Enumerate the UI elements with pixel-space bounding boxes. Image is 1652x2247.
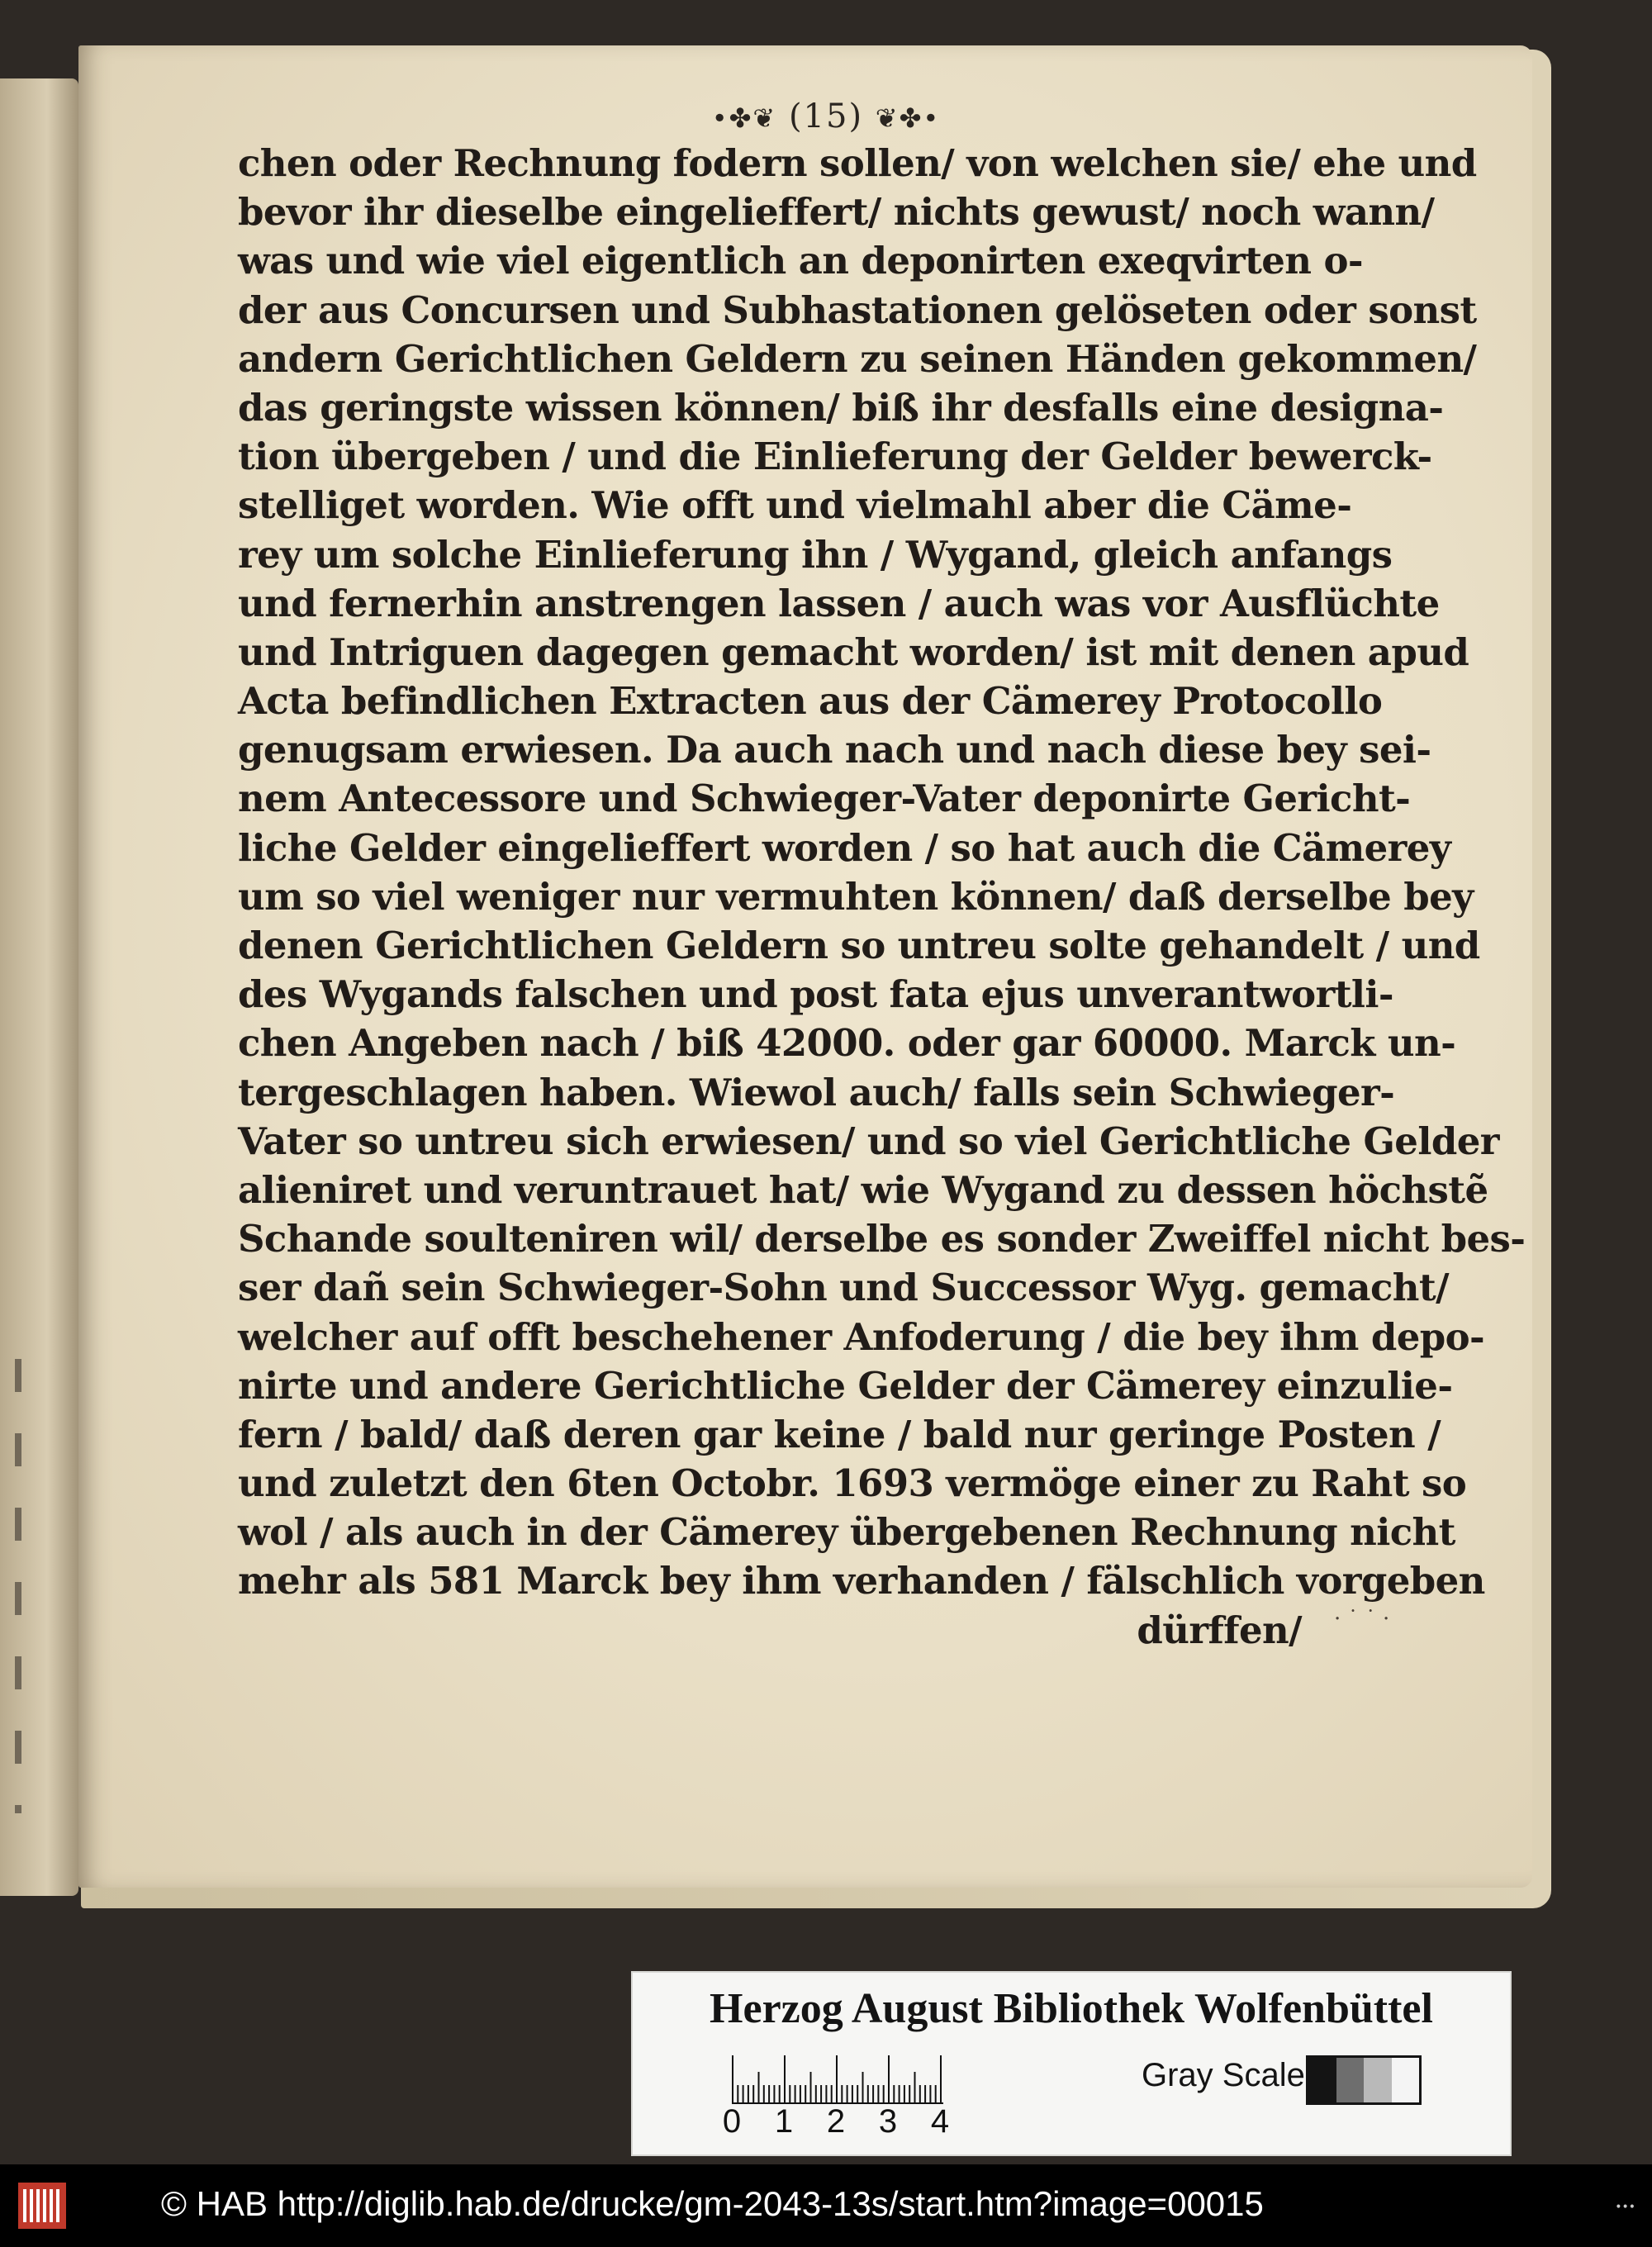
- ornament-left: •✤❦: [711, 102, 777, 134]
- library-name: Herzog August Bibliothek Wolfenbüttel: [710, 1985, 1433, 2032]
- text-line: des Wygands falschen und post fata ejus unverantwortli-: [238, 972, 1393, 1017]
- text-line: tion übergeben / und die Einlieferung der Gelder bewerck-: [238, 435, 1432, 479]
- text-line: fern / bald/ daß deren gar keine / bald nur geringe Posten /: [238, 1412, 1441, 1456]
- gray-swatch: [1336, 2058, 1365, 2102]
- text-line: wol / als auch in der Cämerey übergebenen Rechnung nicht: [238, 1510, 1455, 1555]
- copyright-url[interactable]: © HAB http://diglib.hab.de/drucke/gm-2043-13s/start.htm?image=00015: [161, 2184, 1264, 2223]
- ruler-number: 2: [826, 2103, 846, 2140]
- ruler-number: 3: [878, 2103, 898, 2140]
- text-line: um so viel weniger nur vermuhten können/ daß derselbe bey: [238, 874, 1474, 919]
- text-line: Acta befindlichen Extracten aus der Cämerey Protocollo: [238, 679, 1383, 724]
- text-line: rey um solche Einlieferung ihn / Wygand, gleich anfangs: [238, 532, 1393, 577]
- gray-swatch: [1308, 2058, 1336, 2102]
- text-line: andern Gerichtlichen Geldern zu seinen Händen gekommen/: [238, 336, 1477, 381]
- gray-swatch: [1364, 2058, 1392, 2102]
- ruler-number: 4: [930, 2103, 950, 2140]
- text-line: der aus Concursen und Subhastationen gelöseten oder sonst: [238, 287, 1477, 332]
- text-line: was und wie viel eigentlich an deponirten exeqvirten o-: [238, 239, 1363, 283]
- text-line: Vater so untreu sich erwiesen/ und so viel Gerichtliche Gelder: [238, 1119, 1499, 1163]
- text-line: und zuletzt den 6ten Octobr. 1693 vermöge einer zu Raht so: [238, 1461, 1467, 1506]
- gray-scale-bar: [1306, 2055, 1422, 2105]
- left-facing-page: [0, 78, 78, 1896]
- ruler-number: 0: [722, 2103, 742, 2140]
- page-specks: · ˙ ˙ ·: [1334, 1607, 1390, 1632]
- text-line: chen oder Rechnung fodern sollen/ von welchen sie/ ehe und: [238, 141, 1477, 185]
- text-line: nirte und andere Gerichtliche Gelder der Cämerey einzulie-: [238, 1363, 1453, 1408]
- left-page-edge: [15, 1359, 21, 1813]
- body-text: [238, 139, 1526, 1655]
- color-calibration-card: [633, 1973, 1510, 2154]
- hab-logo-icon: [18, 2183, 66, 2229]
- text-line: das geringste wissen können/ biß ihr desfalls eine designa-: [238, 385, 1444, 430]
- text-line: Schande soulteniren wil/ derselbe es sonder Zweiffel nicht bes-: [238, 1217, 1526, 1261]
- page-number: (15): [788, 97, 864, 135]
- text-line: tergeschlagen haben. Wiewol auch/ falls sein Schwieger-: [238, 1070, 1395, 1114]
- page-header: [0, 97, 1652, 135]
- text-line: genugsam erwiesen. Da auch nach und nach diese bey sei-: [238, 728, 1431, 772]
- text-line: stelliget worden. Wie offt und vielmahl aber die Cäme-: [238, 483, 1352, 528]
- text-line: dürffen/: [1137, 1608, 1302, 1652]
- text-line: und fernerhin anstrengen lassen / auch was vor Ausflüchte: [238, 581, 1440, 625]
- text-line: bevor ihr dieselbe eingelieffert/ nichts gewust/ noch wann/: [238, 190, 1435, 235]
- text-line: chen Angeben nach / biß 42000. oder gar 60000. Marck un-: [238, 1021, 1456, 1066]
- measurement-ruler: [732, 2055, 943, 2105]
- text-line: liche Gelder eingelieffert worden / so hat auch die Cämerey: [238, 825, 1451, 870]
- ornament-right: ❦✤•: [875, 102, 941, 134]
- gray-swatch: [1392, 2058, 1420, 2102]
- footer-bar: [0, 2164, 1652, 2247]
- text-line: welcher auf offt beschehener Anfoderung / die bey ihm depo-: [238, 1314, 1485, 1359]
- text-line: alieniret und veruntrauet hat/ wie Wygand zu dessen höchstẽ: [238, 1167, 1488, 1212]
- ruler-number: 1: [774, 2103, 794, 2140]
- text-line: nem Antecessore und Schwieger-Vater deponirte Gericht-: [238, 777, 1411, 821]
- text-line: ser dañ sein Schwieger-Sohn und Successor Wyg. gemacht/: [238, 1266, 1449, 1310]
- gray-scale-label: Gray Scale: [1142, 2057, 1305, 2093]
- text-line: und Intriguen dagegen gemacht worden/ ist mit denen apud: [238, 629, 1469, 674]
- text-line: mehr als 581 Marck bey ihm verhanden / fälschlich vorgeben: [238, 1559, 1485, 1603]
- footer-mark: •••: [1615, 2201, 1635, 2214]
- text-line: denen Gerichtlichen Geldern so untreu solte gehandelt / und: [238, 924, 1480, 967]
